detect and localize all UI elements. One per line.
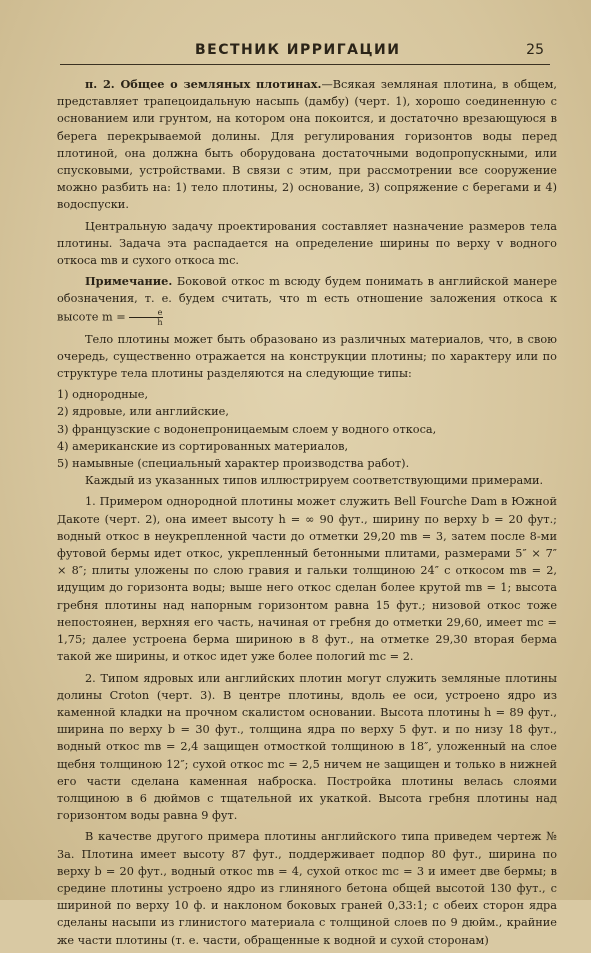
list-item: 2) ядровые, или английские, xyxy=(57,405,229,419)
list-item: 1) однородные, xyxy=(57,388,149,402)
paragraph: 2. Типом ядровых или английских плотин могут служить земляные плотины долины Croton (черт. 3). В центре плотины, вдоль ее оси, устроено ядро из каменной кладки на прочном скалистом основании. Высота плотины h = 89 фут., ширина по верху b = 30 фут., толщина ядра по верху 5 фут. и по низу 18 фут., водный откос mв = 2,4 защищен отмосткой толщиною в 18″, уложенный на слое щебня толщиною 12″; сухой откос mс = 2,5 ничем не защищен и только в нижней его части сделана каменная наброска. Постройка плотины велась слоями толщиною в 6 дюймов с тщательной их укаткой. Высота гребня плотины над горизонтом воды равна 9 фут. xyxy=(57,671,557,823)
page-number: 25 xyxy=(526,42,544,58)
section-heading: п. 2. Общее о земляных плотинах. xyxy=(85,77,322,91)
paragraph-text: —Всякая земляная плотина, в общем, представляет трапецоидальную насыпь (дамбу) (черт. 1), хорошо соединенную с основанием или грунтом, на котором она покоится, и достаточно врезающуюся в берега перекрываемой долины. Для регулирования горизонтов воды перед плотиной, она должна быть оборудована достаточными водопропускными, или спусковыми, устройствами. В связи с этим, при рассмотрении все сооружение можно разбить на: 1) тело плотины, 2) основание, 3) сопряжение с берегами и 4) водоспуски. xyxy=(57,78,558,212)
list-item: 4) американские из сортированных материалов, xyxy=(57,439,349,453)
fraction-numerator: e xyxy=(129,308,162,318)
note-paragraph xyxy=(57,273,557,326)
types-list xyxy=(57,386,557,472)
running-header xyxy=(60,38,550,65)
paragraph: Каждый из указанных типов иллюстрируем соответствующими примерами. xyxy=(85,474,544,488)
fraction-denominator: h xyxy=(157,317,163,327)
fraction xyxy=(129,308,162,327)
note-text: Боковой откос m всюду будем понимать в английской манере обозначения, т. е. будем считать, что m есть отношение заложения откоса к высоте m = xyxy=(57,275,557,324)
note-label: Примечание. xyxy=(85,274,173,289)
paragraph-intro xyxy=(57,76,557,214)
list-item: 3) французские с водонепроницаемым слоем у водного откоса, xyxy=(57,422,437,436)
list-item: 5) намывные (специальный характер производства работ). xyxy=(57,457,410,471)
paragraph: Тело плотины может быть образовано из различных материалов, что, в свою очередь, существенно отражается на конструкции плотины; по характеру или по структуре тела плотины разделяются на следующие типы: xyxy=(57,332,557,381)
paragraph: 1. Примером однородной плотины может служить Bell Fourche Dam в Южной Дакоте (черт. 2), она имеет высоту h = ∞ 90 фут., ширину по верху b = 20 фут.; водный откос в неукрепленной части до отметки 29,20 mв = 3, затем после 8-ми футовой бермы идет откос, укрепленный бетонными плитами, размерами 5″ × 7″ × 8″; плиты уложены по слою гравия и гальки толщиною 24″ с откосом mв = 2, идущим до горизонта воды; выше него откос сделан более крутой mв = 1; высота гребня плотины над напорным горизонтом равна 15 фут.; низовой откос тоже непостоянен, верхняя его часть, начиная от гребня до отметки 29,60, имеет mс = 1,75; далее устроена берма шириною в 8 фут., на отметке 29,30 вторая берма такой же ширины, и откос идет уже более пологий mс = 2. xyxy=(57,495,557,664)
body-text xyxy=(57,76,557,953)
paragraph: В качестве другого примера плотины английского типа приведем чертеж № 3а. Плотина имеет высоту 87 фут., поддерживает подпор 80 фут., ширина по верху b = 20 фут., водный откос mв = 4, сухой откос mс = 3 и имеет две бермы; в средине плотины устроено ядро из глиняного бетона общей высотой 130 фут., с шириной по верху 10 ф. и наклоном боковых граней 0,33:1; с обеих сторон ядра сделаны насыпи из глинистого материала с толщиной слоев по 9 дюйм., крайние же части плотины (т. е. части, обращенные к водной и сухой сторонам) xyxy=(57,830,557,947)
journal-title: ВЕСТНИК ИРРИГАЦИИ xyxy=(195,42,401,58)
paragraph: Центральную задачу проектирования составляет назначение размеров тела плотины. Задача эта распадается на определение ширины по верху v водного откоса mв и сухого откоса mс. xyxy=(57,219,557,268)
